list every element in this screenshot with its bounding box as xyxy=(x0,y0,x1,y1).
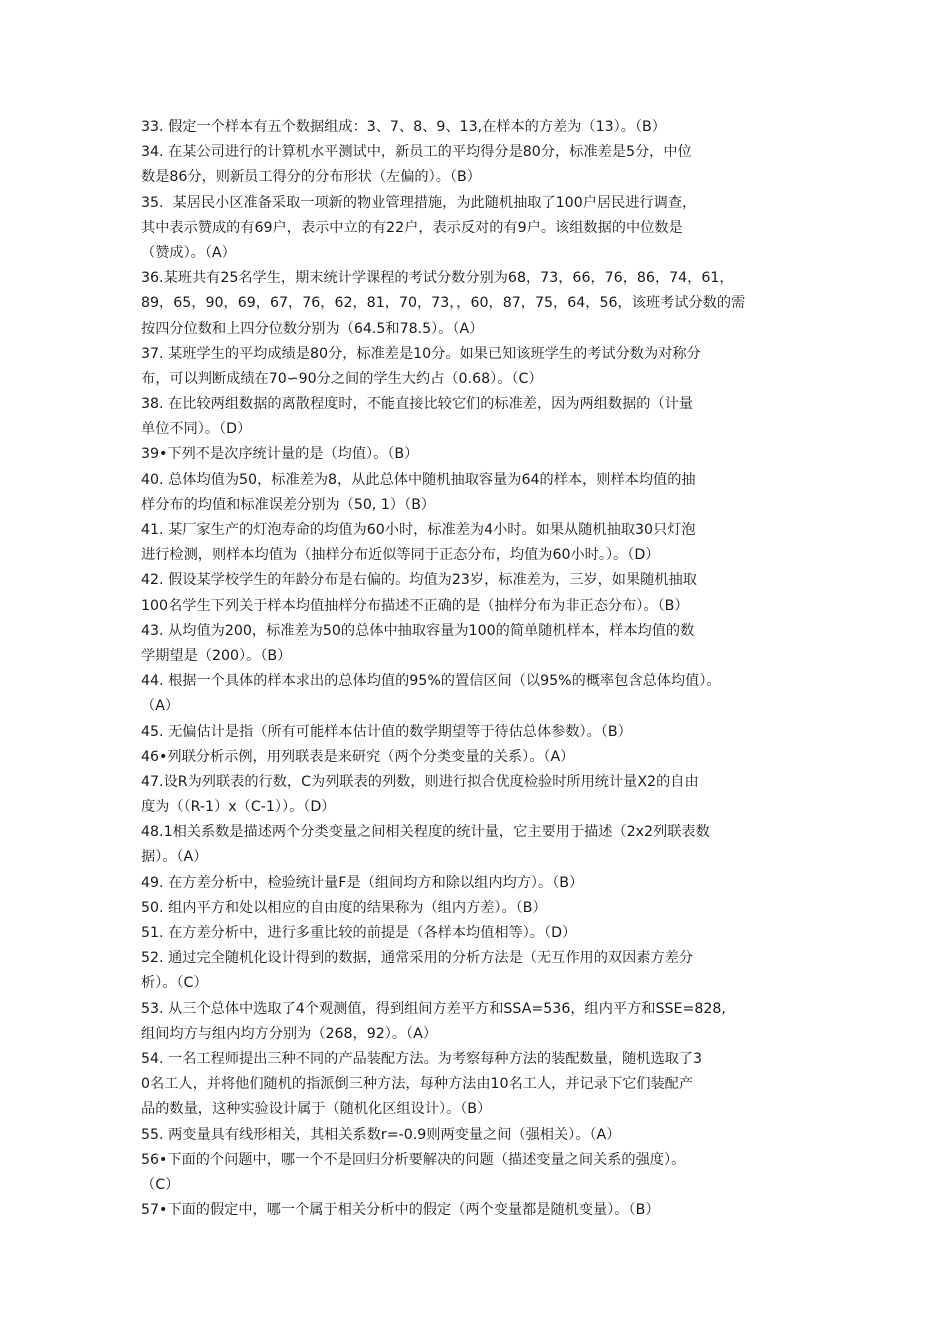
text-line: 57•下面的假定中，哪一个属于相关分析中的假定（两个变量都是随机变量）。（B） xyxy=(141,1202,660,1219)
text-line: （赞成）。（A） xyxy=(141,244,236,261)
text-line: 52. 通过完全随机化设计得到的数据，通常采用的分析方法是（无互作用的双因素方差分 xyxy=(141,950,694,967)
text-line: 据）。（A） xyxy=(141,849,208,866)
text-line: 40. 总体均值为50，标准差为8，从此总体中随机抽取容量为64的样本，则样本均值的抽 xyxy=(141,471,696,488)
text-line: 49. 在方差分析中，检验统计量F是（组间均方和除以组内均方）。（B） xyxy=(141,874,584,891)
text-line: 56•下面的个问题中，哪一个不是回归分析要解决的问题（描述变量之间关系的强度）。 xyxy=(141,1151,686,1168)
text-line: 44. 根据一个具体的样本求出的总体均值的95%的置信区间（以95%的概率包含总体均值）。 xyxy=(141,673,721,690)
text-line: 41. 某厂家生产的灯泡寿命的均值为60小时，标准差为4小时。如果从随机抽取30只灯泡 xyxy=(141,522,696,538)
text-line: 34. 在某公司进行的计算机水平测试中，新员工的平均得分是80分，标准差是5分，中位 xyxy=(141,144,692,161)
text-line: 42. 假设某学校学生的年龄分布是右偏的。均值为23岁，标准差为，三岁，如果随机抽取 xyxy=(141,572,697,589)
text-line: 样分布的均值和标准误差分别为（50, 1）（B） xyxy=(141,496,436,513)
text-line: 按四分位数和上四分位数分别为（64.5和78.5）。（A） xyxy=(141,320,484,337)
text-line: 36.某班共有25名学生，期末统计学课程的考试分数分别为68，73，66，76，86，74，61， xyxy=(141,270,734,287)
text-line: 学期望是（200）。（B） xyxy=(141,647,292,664)
text-line: 度为（（R-1）x（C-1））。（D） xyxy=(141,799,336,816)
text-line: 35. 某居民小区准备采取一项新的物业管理措施，为此随机抽取了100户居民进行调查， xyxy=(141,194,697,211)
text-line: 0名工人，并将他们随机的指派倒三种方法，每种方法由10名工人，并记录下它们装配产 xyxy=(141,1076,694,1093)
text-line: （C） xyxy=(141,1176,180,1193)
text-line: 46•列联分析示例，用列联表是来研究（两个分类变量的关系）。（A） xyxy=(141,748,575,765)
text-line: 54. 一名工程师提出三种不同的产品装配方法。为考察每种方法的装配数量，随机选取了3 xyxy=(141,1050,703,1067)
text-line: 50. 组内平方和处以相应的自由度的结果称为（组内方差）。（B） xyxy=(141,899,547,916)
text-line: 其中表示赞成的有69户，表示中立的有22户，表示反对的有9户。该组数据的中位数是 xyxy=(141,219,683,236)
text-line: 39•下列不是次序统计量的是（均值）。（B） xyxy=(141,446,419,463)
text-line: 48.1相关系数是描述两个分类变量之间相关程度的统计量，它主要用于描述（2x2列联表数 xyxy=(141,824,710,841)
text-line: 品的数量，这种实验设计属于（随机化区组设计）。（B） xyxy=(141,1101,492,1118)
text-line: 37. 某班学生的平均成绩是80分，标准差是10分。如果已知该班学生的考试分数为对称分 xyxy=(141,345,701,362)
text-line: 89，65，90，69，67，76，62，81，70，73，，60，87，75，64，56，该班考试分数的需 xyxy=(141,295,746,312)
text-line: 100名学生下列关于样本均值抽样分布描述不正确的是（抽样分布为非正态分布）。（B） xyxy=(141,597,689,614)
text-line: 进行检测，则样本均值为（抽样分布近似等同于正态分布，均值为60小时。）。（D） xyxy=(141,547,660,564)
text-line: 布，可以判断成绩在70∽90分之间的学生大约占（0.68）。（C） xyxy=(141,370,543,387)
text-line: 51. 在方差分析中，进行多重比较的前提是（各样本均值相等）。（D） xyxy=(141,925,577,941)
text-line: 55. 两变量具有线形相关，其相关系数r=-0.9则两变量之间（强相关）。（A） xyxy=(141,1126,621,1143)
text-line: （A） xyxy=(141,698,180,715)
text-line: 单位不同）。（D） xyxy=(141,421,252,438)
text-line: 53. 从三个总体中选取了4个观测值，得到组间方差平方和SSA=536，组内平方和SSE=828, xyxy=(141,1000,726,1017)
text-line: 数是86分，则新员工得分的分布形状（左偏的）。（B） xyxy=(141,169,481,186)
document-page xyxy=(141,115,841,1223)
text-line: 33. 假定一个样本有五个数据组成：3、7、8、9、13,在样本的方差为（13）。（B） xyxy=(141,119,666,135)
text-line: 47.设R为列联表的行数，C为列联表的列数，则进行拟合优度检验时所用统计量X2的自由 xyxy=(141,773,699,790)
text-line: 析）。（C） xyxy=(141,975,208,992)
text-line: 38. 在比较两组数据的离散程度时，不能直接比较它们的标准差，因为两组数据的（计量 xyxy=(141,396,694,413)
text-line: 43. 从均值为200，标准差为50的总体中抽取容量为100的简单随机样本，样本均值的数 xyxy=(141,622,695,639)
text-line: 组间均方与组内均方分别为（268，92）。（A） xyxy=(141,1025,438,1042)
text-line: 45. 无偏估计是指（所有可能样本估计值的数学期望等于待估总体参数）。（B） xyxy=(141,723,632,740)
